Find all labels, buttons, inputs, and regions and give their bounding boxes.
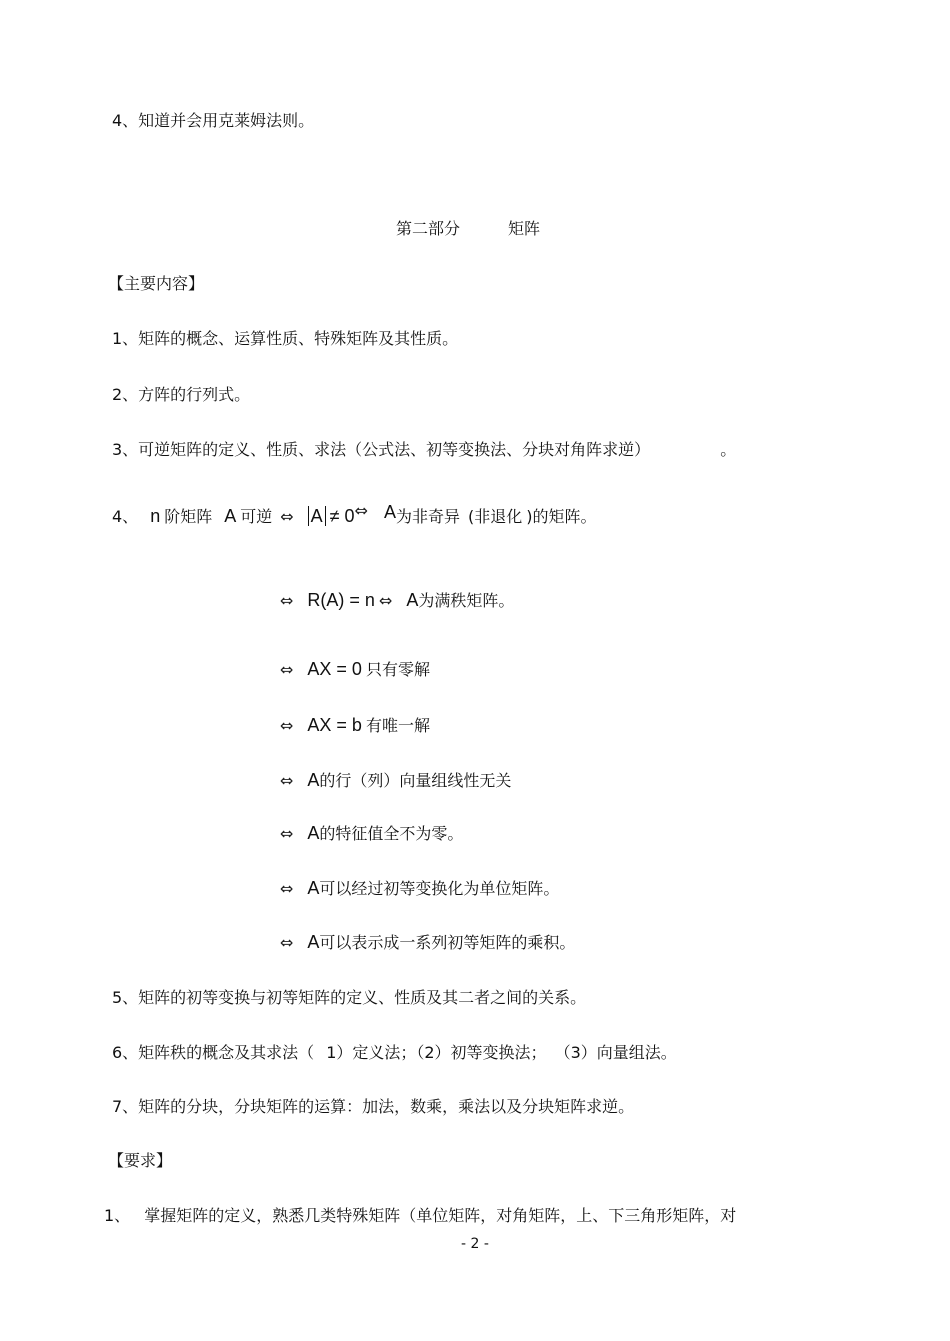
equivalence-eigenvalues-text: 的特征值全不为零。: [319, 824, 464, 843]
section-part: 第二部分: [396, 219, 461, 238]
equivalence-eigenvalues: [280, 822, 463, 845]
homogeneous-equation: AX = 0: [307, 659, 362, 679]
item-4-text2: 可逆: [240, 507, 273, 526]
item-4-text4: (非退化: [468, 507, 523, 526]
section-title: [396, 218, 540, 240]
determinant-A: A: [308, 506, 326, 526]
linear-system-equation: AX = b: [307, 715, 362, 735]
equivalence-A: A: [307, 823, 320, 843]
equivalence-rank-text: 为满秩矩阵。: [418, 591, 515, 610]
content-item-6: [112, 1042, 677, 1064]
equivalence-A: A: [307, 770, 320, 790]
equivalence-homogeneous: [280, 658, 430, 681]
equivalence-homogeneous-text: 只有零解: [365, 660, 430, 679]
item-4-text5: )的矩阵。: [526, 507, 597, 526]
iff-symbol: ⇔: [280, 660, 294, 679]
equivalence-A: A: [307, 932, 320, 952]
equivalence-product-text: 可以表示成一系列初等矩阵的乘积。: [319, 933, 576, 952]
item-6-part-a: 6、矩阵秩的概念及其求法（: [112, 1043, 315, 1062]
item-4-n: n: [150, 506, 161, 526]
content-item-7: 7、矩阵的分块，分块矩阵的运算：加法，数乘，乘法以及分块矩阵求逆。: [112, 1097, 635, 1116]
requirement-item-1: [104, 1205, 736, 1227]
equivalence-unique-solution: [280, 714, 430, 737]
equivalence-independence-text: 的行（列）向量组线性无关: [319, 771, 512, 790]
content-item-3: [112, 439, 736, 461]
page-number: - 2 -: [461, 1236, 489, 1252]
requirement-1-number: 1、: [104, 1206, 131, 1225]
item-4-text3: 为非奇异: [395, 507, 460, 526]
equivalence-unique-text: 有唯一解: [365, 716, 430, 735]
equivalence-independence: [280, 769, 511, 792]
requirement-1-text: 掌握矩阵的定义，熟悉几类特殊矩阵（单位矩阵，对角矩阵，上、下三角形矩阵，对: [144, 1206, 737, 1225]
content-item-4: [112, 501, 597, 528]
item-4-text1: 阶矩阵: [164, 507, 213, 526]
iff-symbol: ⇔: [280, 933, 294, 952]
equivalence-A: A: [406, 590, 419, 610]
content-item-3-text: 3、可逆矩阵的定义、性质、求法（公式法、初等变换法、分块对角阵求逆）: [112, 440, 651, 459]
content-item-2: 2、方阵的行列式。: [112, 385, 251, 404]
equivalence-identity: [280, 877, 559, 900]
item-4-number: 4、: [112, 507, 139, 526]
main-content-heading: 【主要内容】: [108, 274, 205, 293]
iff-symbol: ⇔: [280, 771, 294, 790]
iff-symbol: ⇔: [280, 879, 294, 898]
equivalence-rank: [280, 589, 514, 612]
iff-symbol: ⇔: [280, 507, 294, 526]
section-name: 矩阵: [508, 219, 541, 238]
item-6-part-b: 1）定义法；（2）初等变换法；: [326, 1043, 547, 1062]
content-item-5: 5、矩阵的初等变换与初等矩阵的定义、性质及其二者之间的关系。: [112, 988, 587, 1007]
content-item-3-end: 。: [720, 440, 737, 459]
item-6-part-c: （3）向量组法。: [554, 1043, 677, 1062]
item-4-neq-zero: ≠ 0: [329, 506, 355, 526]
iff-symbol: ⇔: [280, 824, 294, 843]
iff-symbol: ⇔: [280, 716, 294, 735]
equivalence-product: [280, 931, 575, 954]
item-4-A1: A: [224, 506, 237, 526]
iff-symbol: ⇔: [280, 591, 294, 610]
iff-symbol: ⇔: [378, 591, 393, 610]
item-4-A2: A: [383, 502, 396, 522]
rank-equation: R(A) = n: [307, 590, 375, 610]
requirements-heading: 【要求】: [108, 1151, 173, 1170]
equivalence-identity-text: 可以经过初等变换化为单位矩阵。: [319, 879, 560, 898]
content-item-1: 1、矩阵的概念、运算性质、特殊矩阵及其性质。: [112, 329, 459, 348]
equivalence-A: A: [307, 878, 320, 898]
iff-symbol: ⇔: [354, 501, 368, 520]
item-cramer-rule: 4、知道并会用克莱姆法则。: [112, 111, 315, 130]
